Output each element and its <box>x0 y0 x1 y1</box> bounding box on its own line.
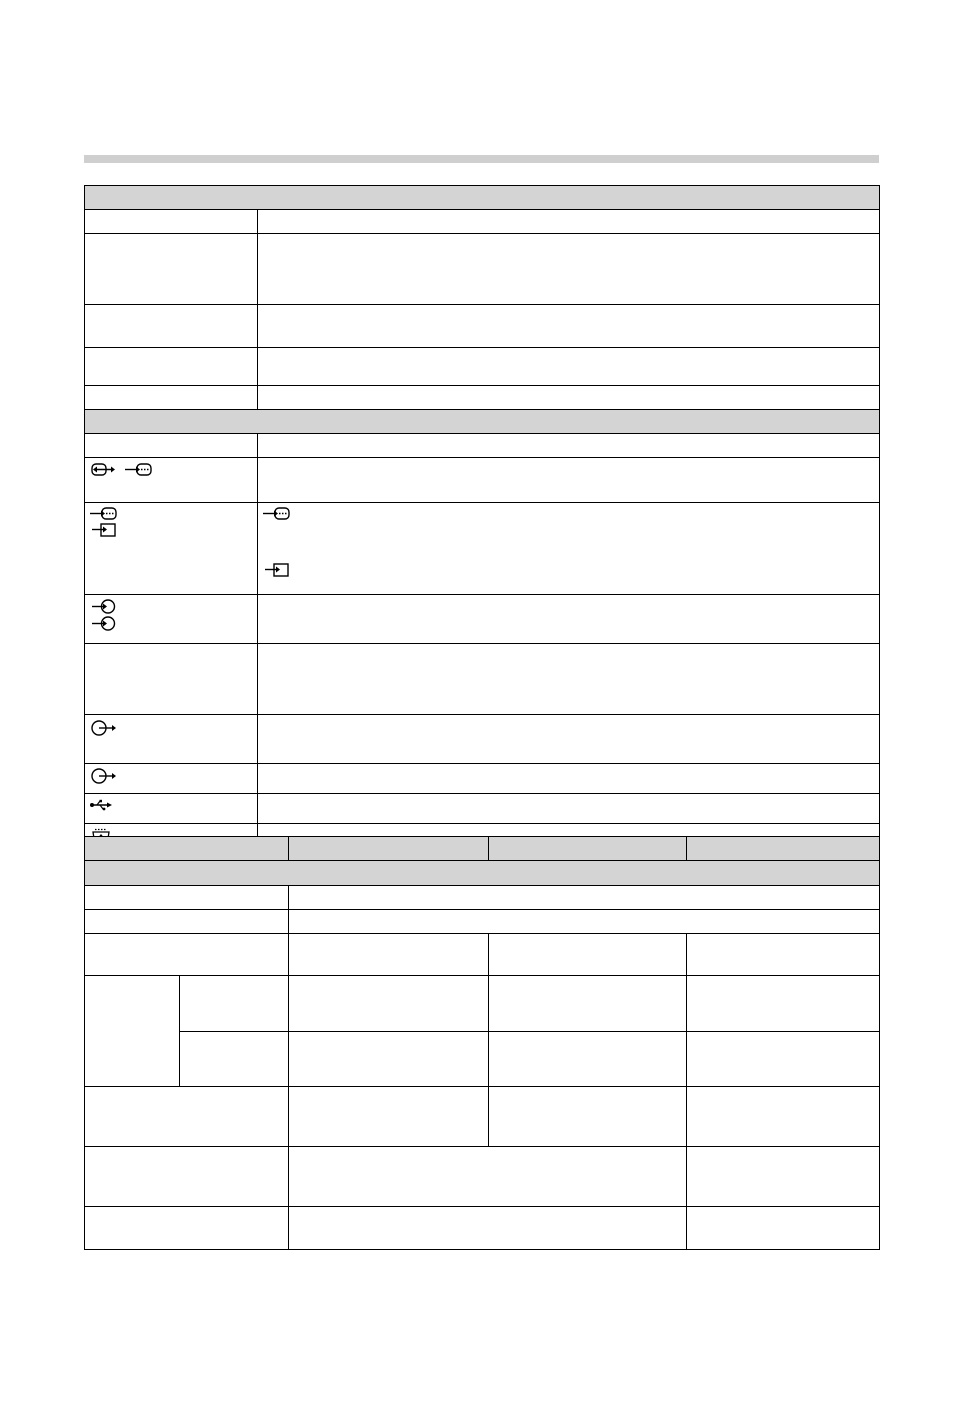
audio-out-icon <box>89 718 121 738</box>
usb-icon <box>89 798 115 812</box>
table-row <box>85 910 880 934</box>
hdmi-in-out-icon <box>89 461 121 479</box>
header-row <box>85 837 880 861</box>
table-row <box>85 458 880 503</box>
table-row <box>85 1087 880 1147</box>
table-row <box>85 794 880 824</box>
table-row <box>85 1147 880 1207</box>
video-in-icon <box>262 562 292 578</box>
table-row <box>85 434 880 458</box>
table-row <box>85 348 880 386</box>
table-row <box>85 715 880 764</box>
hdmi-in-icon <box>262 506 292 522</box>
audio-out-icon <box>89 767 121 785</box>
table-row <box>85 305 880 348</box>
section-header-row <box>85 186 880 210</box>
table-row <box>85 644 880 715</box>
audio-in-icon <box>89 615 119 632</box>
table-row <box>85 234 880 305</box>
hdmi-in-icon <box>89 506 119 522</box>
section-header-row <box>85 410 880 434</box>
table-row <box>85 976 880 1032</box>
table-row <box>85 386 880 410</box>
table-row <box>85 210 880 234</box>
section-rule <box>84 155 879 163</box>
video-in-icon <box>89 522 119 538</box>
spec-table-1 <box>84 185 880 854</box>
table-row <box>85 595 880 644</box>
table-row <box>85 1032 880 1087</box>
table-row <box>85 934 880 976</box>
table-row <box>85 503 880 595</box>
table-row <box>85 886 880 910</box>
audio-in-icon <box>89 598 119 615</box>
section-header-row <box>85 861 880 886</box>
table-row <box>85 764 880 794</box>
spec-table-2 <box>84 836 880 1250</box>
table-row <box>85 1207 880 1250</box>
hdmi-in-icon <box>124 461 154 479</box>
